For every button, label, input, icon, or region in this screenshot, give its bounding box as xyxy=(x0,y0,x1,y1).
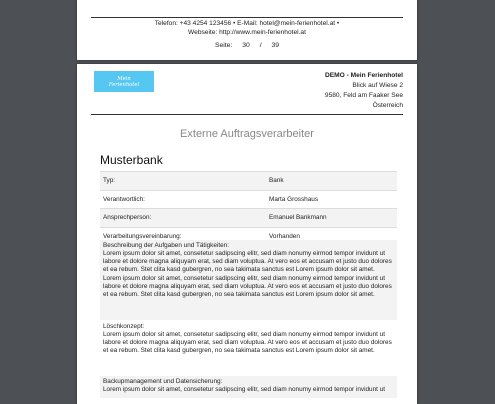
deletion-concept-block xyxy=(100,321,397,360)
section-title: Musterbank xyxy=(100,153,163,167)
page-current: 30 xyxy=(242,42,250,49)
row-label: Verarbeitungsvereinbarung: xyxy=(100,227,266,245)
company-name: DEMO - Mein Ferienhotel xyxy=(324,72,403,79)
footer-contact-line: Telefon: +43 4254 123456 • E-Mail: hotel@mein-ferienhotel.at • xyxy=(154,20,340,27)
description-block xyxy=(100,240,397,320)
row-label: Ansprechperson: xyxy=(100,209,266,228)
table-row xyxy=(100,172,397,191)
row-label: Typ: xyxy=(100,172,266,191)
logo-line-2: Ferienhotel xyxy=(108,81,140,88)
page-number xyxy=(77,42,417,49)
info-table xyxy=(100,171,397,245)
page-total: 39 xyxy=(271,42,280,49)
address-country: Österreich xyxy=(372,102,403,109)
row-label: Verantwortlich: xyxy=(100,190,266,209)
block-text: Lorem ipsum dolor sit amet, consetetur sadipscing elitr, sed diam nonumy eirmod tempor invidunt ut labore et dolore magna aliquyam erat, sed diam voluptua. At vero eos et accusam et justo duo dolores et ea rebum. Stet clita kasd gubergren, no sea takimata sanctus est Lorem ipsum dolor sit amet. Lorem ipsum dolor sit amet, consetetur sadipscing elitr, sed diam nonumy eirmod tempor invidunt ut labore et dolore magna aliquyam erat, sed diam voluptua. At vero eos et accusam et justo duo dolores et ea rebum. Stet clita kasd gubergren, no sea takimata sanctus est Lorem ipsum dolor sit amet. xyxy=(103,250,392,298)
previous-page xyxy=(77,0,417,60)
row-value: Emanuel Bankmann xyxy=(266,209,397,228)
block-label: Beschreibung der Aufgaben und Tätigkeiten: xyxy=(103,242,230,249)
footer-divider xyxy=(91,17,403,18)
table-row xyxy=(100,209,397,228)
block-text: Lorem ipsum dolor sit amet, consetetur sadipscing elitr, sed diam nonumy eirmod tempor invidunt ut xyxy=(103,386,386,394)
document-title: Externe Auftragsverarbeiter xyxy=(180,128,314,140)
document-page xyxy=(77,64,417,404)
row-value: Vorhanden xyxy=(266,227,397,245)
row-value: Marta Grosshaus xyxy=(266,190,397,209)
page-separator: / xyxy=(259,42,262,49)
block-label: Backupmanagement und Datensicherung: xyxy=(103,378,223,385)
logo-line-1: Mein xyxy=(117,75,131,82)
address-city: 9580, Feld am Faaker See xyxy=(324,92,403,99)
table-row xyxy=(100,190,397,209)
row-value: Bank xyxy=(266,172,397,191)
backup-block xyxy=(100,376,397,398)
block-text: Lorem ipsum dolor sit amet, consetetur sadipscing elitr, sed diam nonumy eirmod tempor invidunt ut labore et dolore magna aliquyam erat, sed diam voluptua. At vero eos et accusam et justo duo dolores et ea rebum. Stet clita kasd gubergren, no sea takimata sanctus est Lorem ipsum dolor sit amet. xyxy=(103,331,392,355)
hotel-logo xyxy=(94,71,154,92)
company-address xyxy=(325,71,403,111)
footer-website-line: Webseite: http://www.mein-ferienhotel.at xyxy=(188,29,306,36)
block-label: Löschkonzept: xyxy=(103,323,145,330)
page-label: Seite: xyxy=(214,42,233,49)
address-street: Blick auf Wiese 2 xyxy=(352,82,403,89)
header-divider xyxy=(91,114,403,115)
